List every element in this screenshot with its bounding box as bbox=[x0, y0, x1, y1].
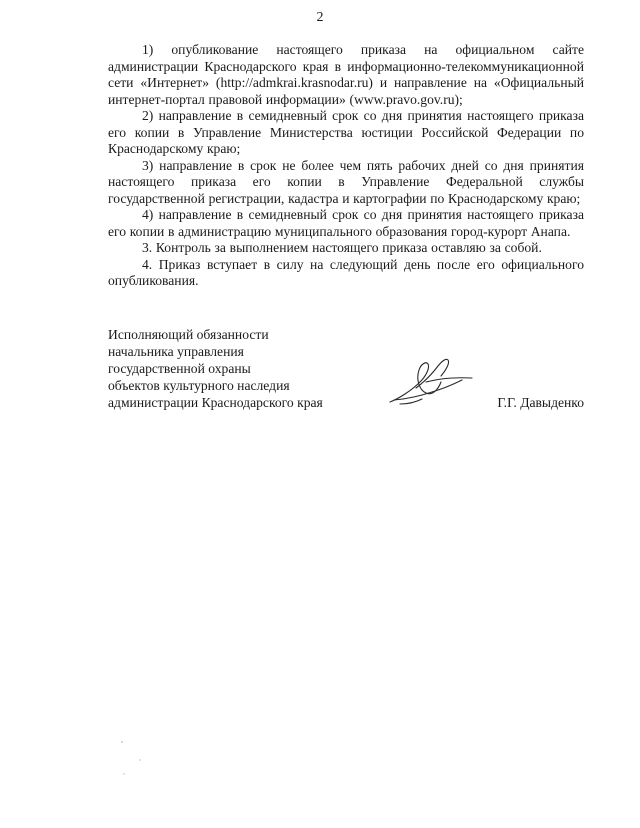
signatory-title-line: начальника управления bbox=[108, 344, 244, 359]
signatory-title-line: администрации Краснодарского края bbox=[108, 395, 323, 410]
document-body bbox=[108, 42, 584, 290]
paragraph-municipal-administration: 4) направление в семидневный срок со дня принятия настоящего приказа его копии в администрацию муниципального образования город-курорт Анапа. bbox=[108, 207, 584, 239]
scan-artifact bbox=[112, 730, 152, 780]
signatory-title-line: Исполняющий обязанности bbox=[108, 327, 269, 342]
page-number: 2 bbox=[316, 10, 324, 25]
signatory-title-line: объектов культурного наследия bbox=[108, 378, 290, 393]
signatory-name: Г.Г. Давыденко bbox=[497, 395, 584, 410]
handwritten-signature bbox=[386, 352, 476, 410]
paragraph-federal-service: 3) направление в срок не более чем пять рабочих дней со дня принятия настоящего приказа его копии в Управление Федеральной службы государственной регистрации, кадастра и картографии по Краснодарскому краю; bbox=[108, 157, 584, 206]
paragraph-control: 3. Контроль за выполнением настоящего приказа оставляю за собой. bbox=[142, 240, 542, 255]
signatory-title bbox=[108, 326, 408, 411]
paragraph-effective-date: 4. Приказ вступает в силу на следующий день после его официального опубликования. bbox=[108, 256, 584, 288]
signatory-title-line: государственной охраны bbox=[108, 361, 251, 376]
paragraph-publication: 1) опубликование настоящего приказа на официальном сайте администрации Краснодарского края в информационно-телекоммуникационной сети «Интернет» (http://admkrai.krasnodar.ru) и направление на «Официальный интернет-портал правовой информации» (www.pravo.gov.ru); bbox=[108, 42, 584, 107]
paragraph-ministry-justice: 2) направление в семидневный срок со дня принятия настоящего приказа его копии в Управление Министерства юстиции Российской Федерации по Краснодарскому краю; bbox=[108, 108, 584, 156]
